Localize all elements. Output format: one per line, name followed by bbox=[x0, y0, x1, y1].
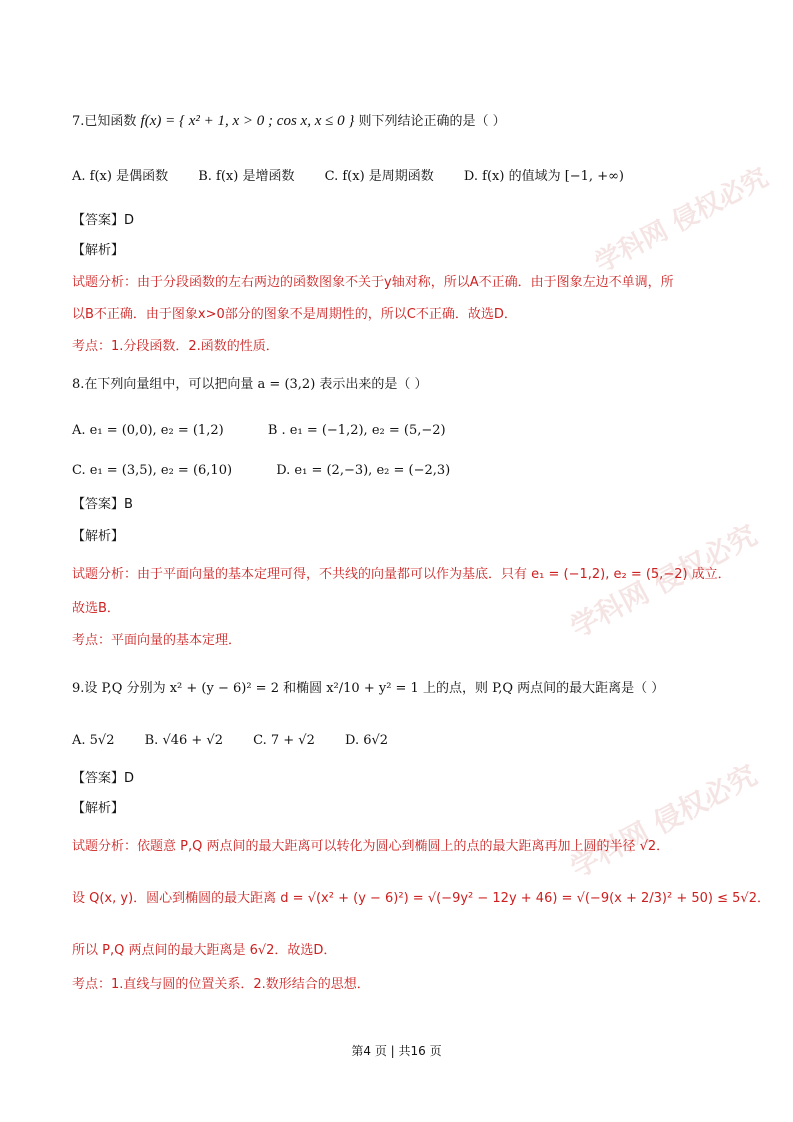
q7-analysis-line1: 试题分析：由于分段函数的左右两边的函数图象不关于y轴对称，所以A不正确．由于图象左边不单调，所 bbox=[72, 275, 674, 290]
q9-analysis-line3: 所以 P,Q 两点间的最大距离是 6√2．故选D． bbox=[72, 943, 337, 958]
q7-stem-suffix: 则下列结论正确的是（ ） bbox=[358, 114, 506, 129]
watermark: 学科网 侵权必究 bbox=[564, 518, 763, 645]
q9-option-b: B. √46 + √2 bbox=[144, 733, 223, 748]
q7-stem-prefix: 7.已知函数 bbox=[72, 114, 137, 129]
q8-analysis-label: 【解析】 bbox=[72, 529, 125, 544]
q9-answer: 【答案】D bbox=[72, 771, 135, 786]
q9-analysis-line2: 设 Q(x, y)．圆心到椭圆的最大距离 d = √(x² + (y − 6)²) = √(−9y² − 12y + 46) = √(−9(x + 2/3)² + 50) ≤ 5√2． bbox=[72, 891, 770, 906]
q7-piecewise-function: f(x) = { x² + 1, x > 0 ; cos x, x ≤ 0 } bbox=[140, 113, 355, 129]
q7-analysis-label: 【解析】 bbox=[72, 243, 125, 258]
page-footer: 第4 页 | 共16 页 bbox=[351, 1044, 442, 1058]
q8-analysis-line2: 故选B． bbox=[72, 601, 120, 616]
q8-answer: 【答案】B bbox=[72, 497, 133, 512]
q7-option-a: A. f(x) 是偶函数 bbox=[72, 169, 169, 184]
q9-option-d: D. 6√2 bbox=[345, 733, 389, 748]
q8-option-b: B . e₁ = (−1,2), e₂ = (5,−2) bbox=[267, 423, 446, 438]
q8-stem: 8.在下列向量组中，可以把向量 a = (3,2) 表示出来的是（ ） bbox=[72, 377, 428, 392]
watermark: 学科网 侵权必究 bbox=[564, 758, 763, 885]
q8-option-d: D. e₁ = (2,−3), e₂ = (−2,3) bbox=[276, 463, 451, 478]
q7-answer: 【答案】D bbox=[72, 213, 135, 228]
q7-option-b: B. f(x) 是增函数 bbox=[198, 169, 295, 184]
q9-options bbox=[72, 732, 753, 750]
q7-stem bbox=[72, 112, 753, 131]
q9-kaodian: 考点：1.直线与圆的位置关系．2.数形结合的思想． bbox=[72, 977, 370, 992]
q9-analysis-line1: 试题分析：依题意 P,Q 两点间的最大距离可以转化为圆心到椭圆上的点的最大距离再加上圆的半径 √2． bbox=[72, 839, 670, 854]
q8-analysis-line1: 试题分析：由于平面向量的基本定理可得，不共线的向量都可以作为基底．只有 e₁ = (−1,2), e₂ = (5,−2) 成立． bbox=[72, 567, 731, 582]
q8-option-a: A. e₁ = (0,0), e₂ = (1,2) bbox=[72, 423, 224, 438]
watermark: 学科网 侵权必究 bbox=[590, 162, 774, 279]
q7-options bbox=[72, 168, 753, 186]
q7-analysis-line2: 以B不正确．由于图象x>0部分的图象不是周期性的，所以C不正确．故选D． bbox=[72, 307, 517, 322]
q8-option-c: C. e₁ = (3,5), e₂ = (6,10) bbox=[72, 463, 233, 478]
q7-kaodian: 考点：1.分段函数．2.函数的性质． bbox=[72, 339, 279, 354]
q9-option-c: C. 7 + √2 bbox=[253, 733, 315, 748]
q9-analysis-label: 【解析】 bbox=[72, 801, 125, 816]
q8-options-row2 bbox=[72, 462, 753, 480]
q7-option-d: D. f(x) 的值域为 [−1, +∞) bbox=[463, 169, 624, 184]
q9-stem: 9.设 P,Q 分别为 x² + (y − 6)² = 2 和椭圆 x²/10 + y² = 1 上的点，则 P,Q 两点间的最大距离是（ ） bbox=[72, 681, 665, 696]
q8-kaodian: 考点：平面向量的基本定理． bbox=[72, 633, 242, 648]
q7-option-c: C. f(x) 是周期函数 bbox=[324, 169, 434, 184]
q8-options-row1 bbox=[72, 422, 753, 440]
q9-option-a: A. 5√2 bbox=[72, 733, 115, 748]
